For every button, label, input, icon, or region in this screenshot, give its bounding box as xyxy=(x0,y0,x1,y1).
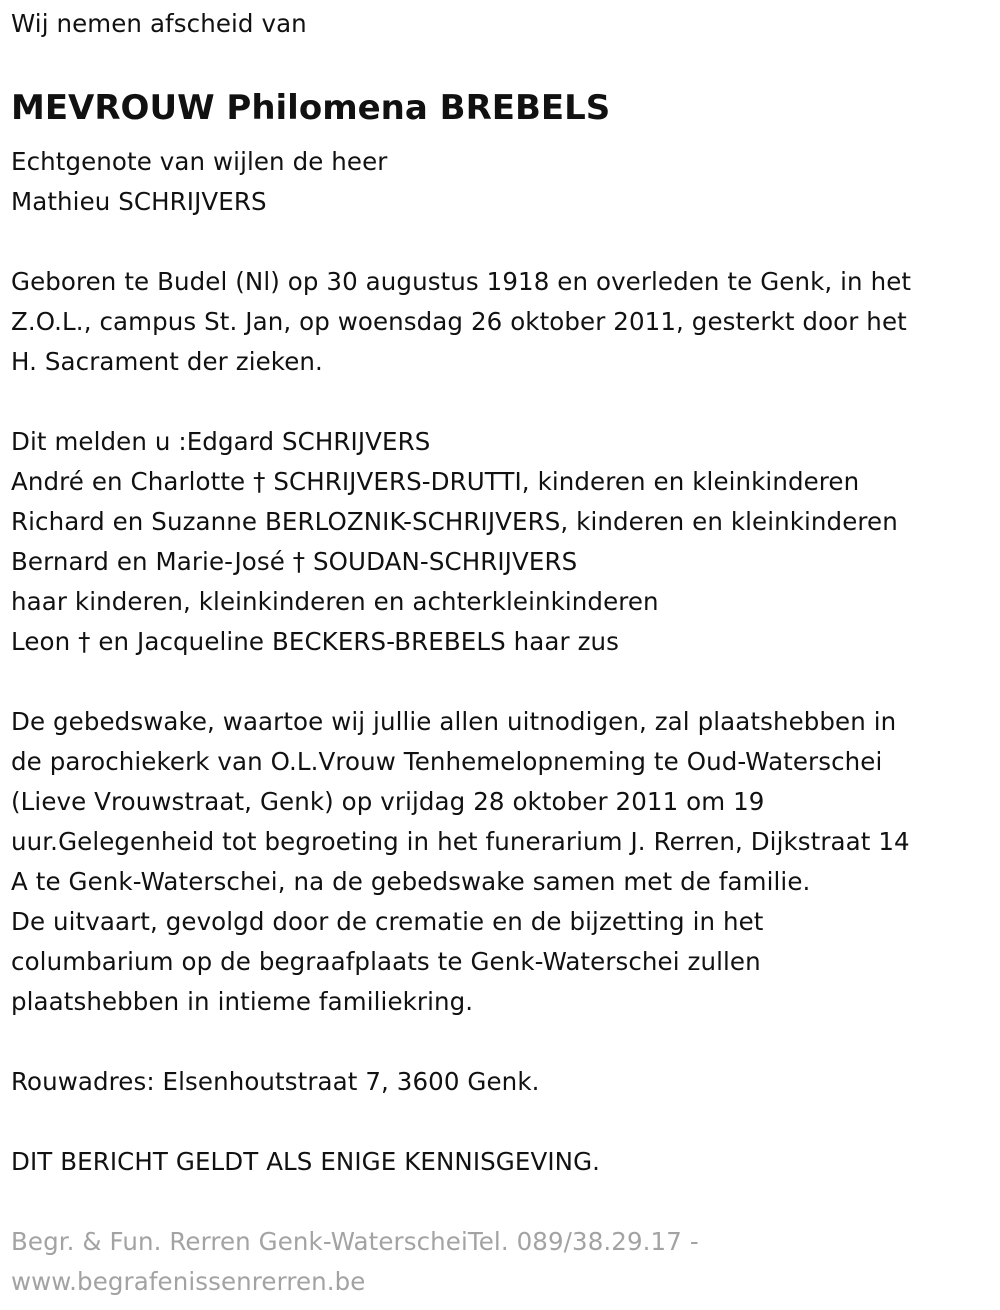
family-list xyxy=(11,422,991,662)
spacer xyxy=(11,222,991,262)
paragraph-line: de parochiekerk van O.L.Vrouw Tenhemelopneming te Oud-Waterschei xyxy=(11,747,883,776)
obituary-notice xyxy=(11,0,991,1302)
funeral-home-footer xyxy=(11,1222,991,1302)
ceremony-paragraph xyxy=(11,702,991,1022)
funeral-home-contact: Begr. & Fun. Rerren Genk-WaterscheiTel. 089/38.29.17 - xyxy=(11,1227,699,1256)
official-notice: DIT BERICHT GELDT ALS ENIGE KENNISGEVING. xyxy=(11,1147,601,1176)
spacer xyxy=(11,1102,991,1142)
family-line: Richard en Suzanne BERLOZNIK-SCHRIJVERS, kinderen en kleinkinderen xyxy=(11,507,898,536)
mourning-address: Rouwadres: Elsenhoutstraat 7, 3600 Genk. xyxy=(11,1067,540,1096)
paragraph-line: (Lieve Vrouwstraat, Genk) op vrijdag 28 oktober 2011 om 19 xyxy=(11,787,765,816)
funeral-home-website: www.begrafenissenrerren.be xyxy=(11,1267,366,1296)
family-line: André en Charlotte † SCHRIJVERS-DRUTTI, kinderen en kleinkinderen xyxy=(11,467,860,496)
spouse-line: Mathieu SCHRIJVERS xyxy=(11,187,267,216)
spouse-section xyxy=(11,142,991,222)
intro-line: Wij nemen afscheid van xyxy=(11,9,307,38)
paragraph-line: De uitvaart, gevolgd door de crematie en de bijzetting in het xyxy=(11,907,764,936)
paragraph-line: A te Genk-Waterschei, na de gebedswake samen met de familie. xyxy=(11,867,811,896)
paragraph-line: columbarium op de begraafplaats te Genk-Waterschei zullen xyxy=(11,947,761,976)
spacer xyxy=(11,1022,991,1062)
birth-death-paragraph xyxy=(11,262,991,382)
paragraph-line: Z.O.L., campus St. Jan, op woensdag 26 oktober 2011, gesterkt door het xyxy=(11,307,907,336)
family-line: Dit melden u :Edgard SCHRIJVERS xyxy=(11,427,431,456)
paragraph-line: plaatshebben in intieme familiekring. xyxy=(11,987,474,1016)
family-line: Bernard en Marie-José † SOUDAN-SCHRIJVERS xyxy=(11,547,578,576)
deceased-name: MEVROUW Philomena BREBELS xyxy=(11,88,611,128)
spouse-line: Echtgenote van wijlen de heer xyxy=(11,147,388,176)
paragraph-line: uur.Gelegenheid tot begroeting in het funerarium J. Rerren, Dijkstraat 14 xyxy=(11,827,910,856)
spacer xyxy=(11,662,991,702)
paragraph-line: H. Sacrament der zieken. xyxy=(11,347,323,376)
family-line: haar kinderen, kleinkinderen en achterkleinkinderen xyxy=(11,587,659,616)
paragraph-line: De gebedswake, waartoe wij jullie allen uitnodigen, zal plaatshebben in xyxy=(11,707,897,736)
spacer xyxy=(11,1182,991,1222)
family-line: Leon † en Jacqueline BECKERS-BREBELS haar zus xyxy=(11,627,620,656)
spacer xyxy=(11,382,991,422)
paragraph-line: Geboren te Budel (Nl) op 30 augustus 1918 en overleden te Genk, in het xyxy=(11,267,912,296)
